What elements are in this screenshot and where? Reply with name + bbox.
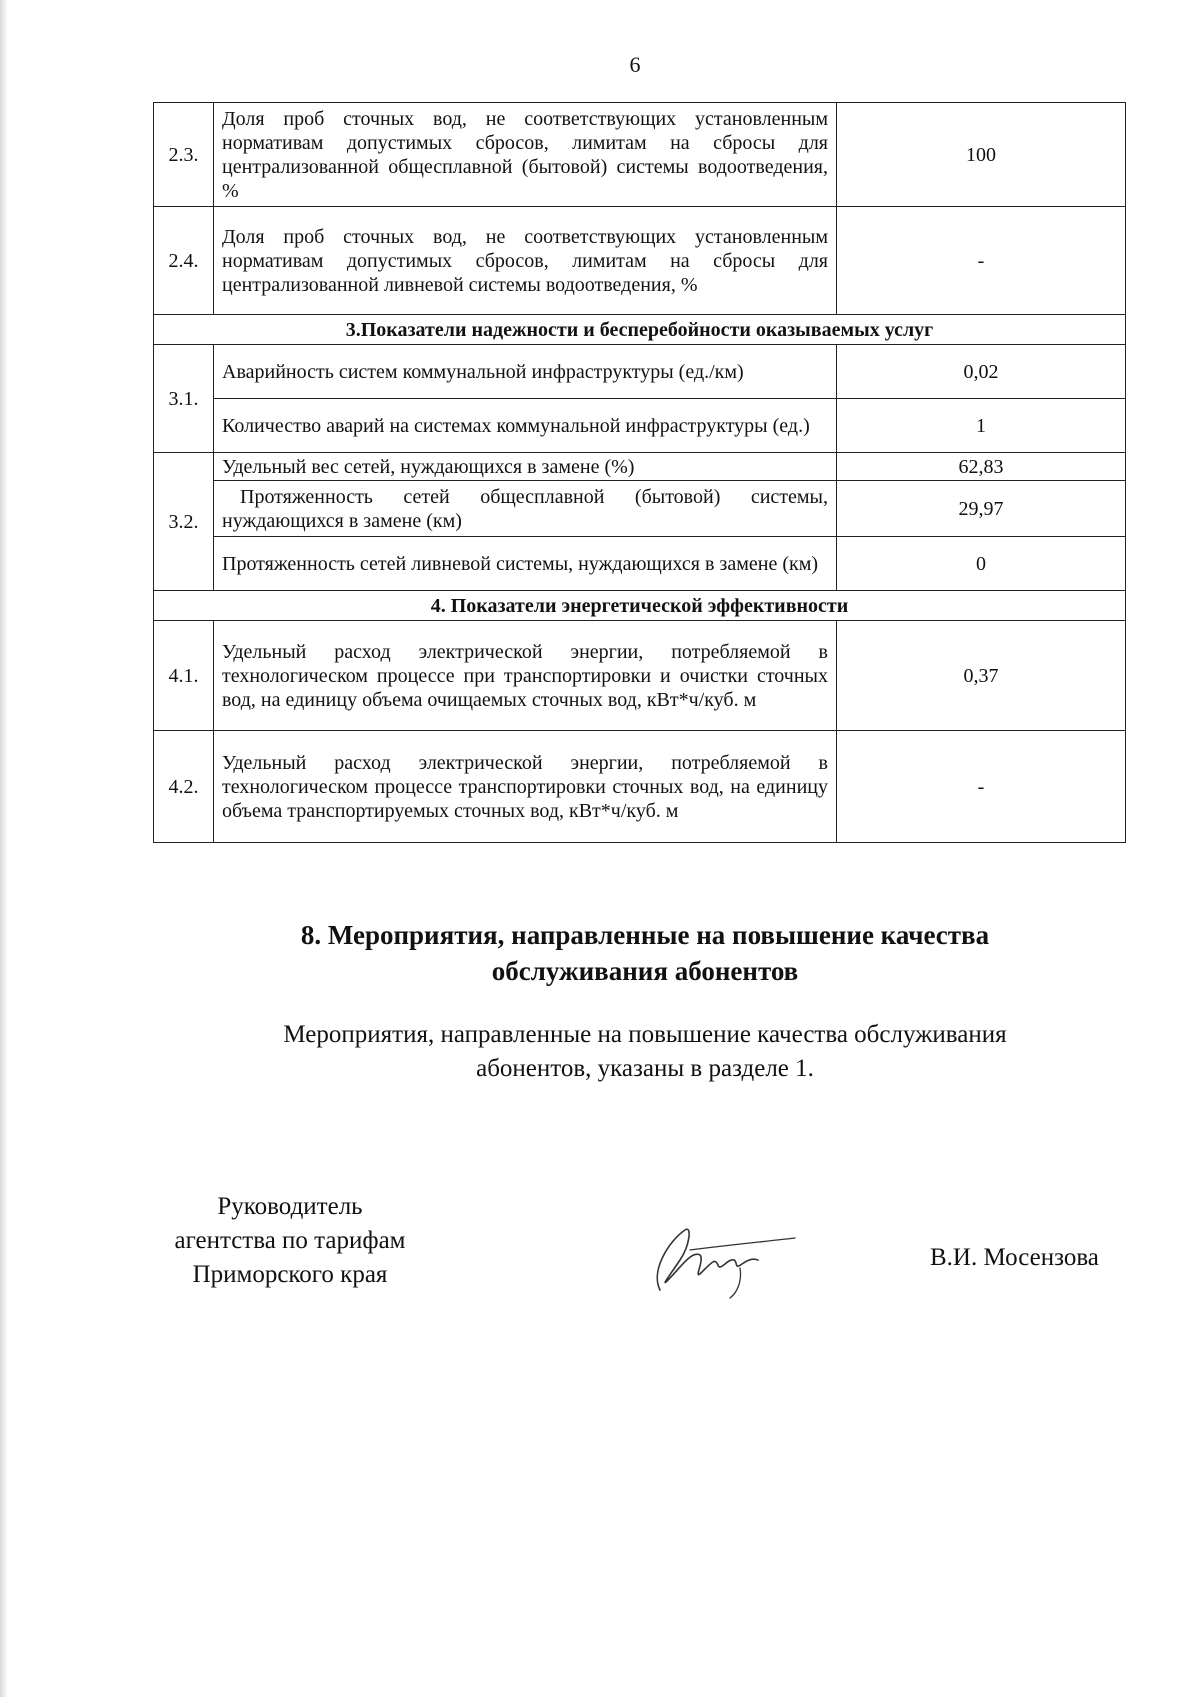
indicator-name: Удельный расход электрической энергии, потребляемой в технологическом процессе транспортировки сточных вод, на единицу объема транспортируемых сточных вод, кВт*ч/куб. м (214, 731, 837, 843)
indicator-value: 0,02 (837, 345, 1126, 399)
table-row (154, 399, 1126, 453)
table-row (154, 207, 1126, 315)
indicator-name: Аварийность систем коммунальной инфраструктуры (ед./км) (214, 345, 837, 399)
table-section-row (154, 591, 1126, 621)
indicator-value: 1 (837, 399, 1126, 453)
row-number: 2.3. (154, 103, 214, 207)
section-heading-4: 4. Показатели энергетической эффективности (154, 591, 1126, 621)
table-section-row (154, 315, 1126, 345)
indicator-value: - (837, 731, 1126, 843)
row-number: 2.4. (154, 207, 214, 315)
page-number: 6 (629, 52, 641, 77)
signer-name: В.И. Мосензова (930, 1244, 1099, 1271)
handwritten-signature (630, 1210, 800, 1300)
row-number: 3.1. (154, 345, 214, 453)
section-8-heading (180, 918, 1110, 989)
signer-title-line-2: агентства по тарифам (174, 1227, 406, 1254)
indicator-name: Удельный расход электрической энергии, потребляемой в технологическом процессе при транспортировки и очистки сточных вод, на единицу объема очищаемых сточных вод, кВт*ч/куб. м (214, 621, 837, 731)
section-8-heading-line-2: обслуживания абонентов (491, 955, 799, 986)
indicator-name: Удельный вес сетей, нуждающихся в замене (%) (214, 453, 837, 481)
indicator-value: 0 (837, 537, 1126, 591)
indicator-value: - (837, 207, 1126, 315)
signer-title-line-3: Приморского края (192, 1261, 388, 1288)
indicators-table (153, 102, 1126, 843)
table-row (154, 731, 1126, 843)
indicator-value: 29,97 (837, 481, 1126, 537)
indicator-value: 0,37 (837, 621, 1126, 731)
indicator-name: Доля проб сточных вод, не соответствующих установленным нормативам допустимых сбросов, лимитам на сбросы для централизованной общесплавной (бытовой) системы водоотведения, % (214, 103, 837, 207)
row-number: 3.2. (154, 453, 214, 591)
table-row (154, 453, 1126, 481)
table-row (154, 103, 1126, 207)
table-row (154, 345, 1126, 399)
indicator-name: Протяженность сетей общесплавной (бытовой) системы, нуждающихся в замене (км) (214, 481, 837, 537)
indicator-value: 100 (837, 103, 1126, 207)
row-number: 4.1. (154, 621, 214, 731)
table-row (154, 481, 1126, 537)
section-heading-3: 3.Показатели надежности и бесперебойности оказываемых услуг (154, 315, 1126, 345)
indicator-name: Протяженность сетей ливневой системы, нуждающихся в замене (км) (214, 537, 837, 591)
table-row (154, 621, 1126, 731)
indicator-value: 62,83 (837, 453, 1126, 481)
signer-title (140, 1190, 440, 1292)
section-8-text-line-1: Мероприятия, направленные на повышение качества обслуживания (283, 1021, 1007, 1048)
table-row (154, 537, 1126, 591)
section-8-heading-line-1: 8. Мероприятия, направленные на повышение качества (300, 920, 990, 950)
section-8-text-line-2: абонентов, указаны в разделе 1. (476, 1055, 814, 1082)
indicator-name: Доля проб сточных вод, не соответствующих установленным нормативам допустимых сбросов, лимитам на сбросы для централизованной ливневой системы водоотведения, % (214, 207, 837, 315)
row-number: 4.2. (154, 731, 214, 843)
indicator-name: Количество аварий на системах коммунальной инфраструктуры (ед.) (214, 399, 837, 453)
signer-title-line-1: Руководитель (217, 1193, 363, 1220)
section-8-text (160, 1018, 1130, 1086)
scan-edge-shadow (0, 0, 8, 1697)
